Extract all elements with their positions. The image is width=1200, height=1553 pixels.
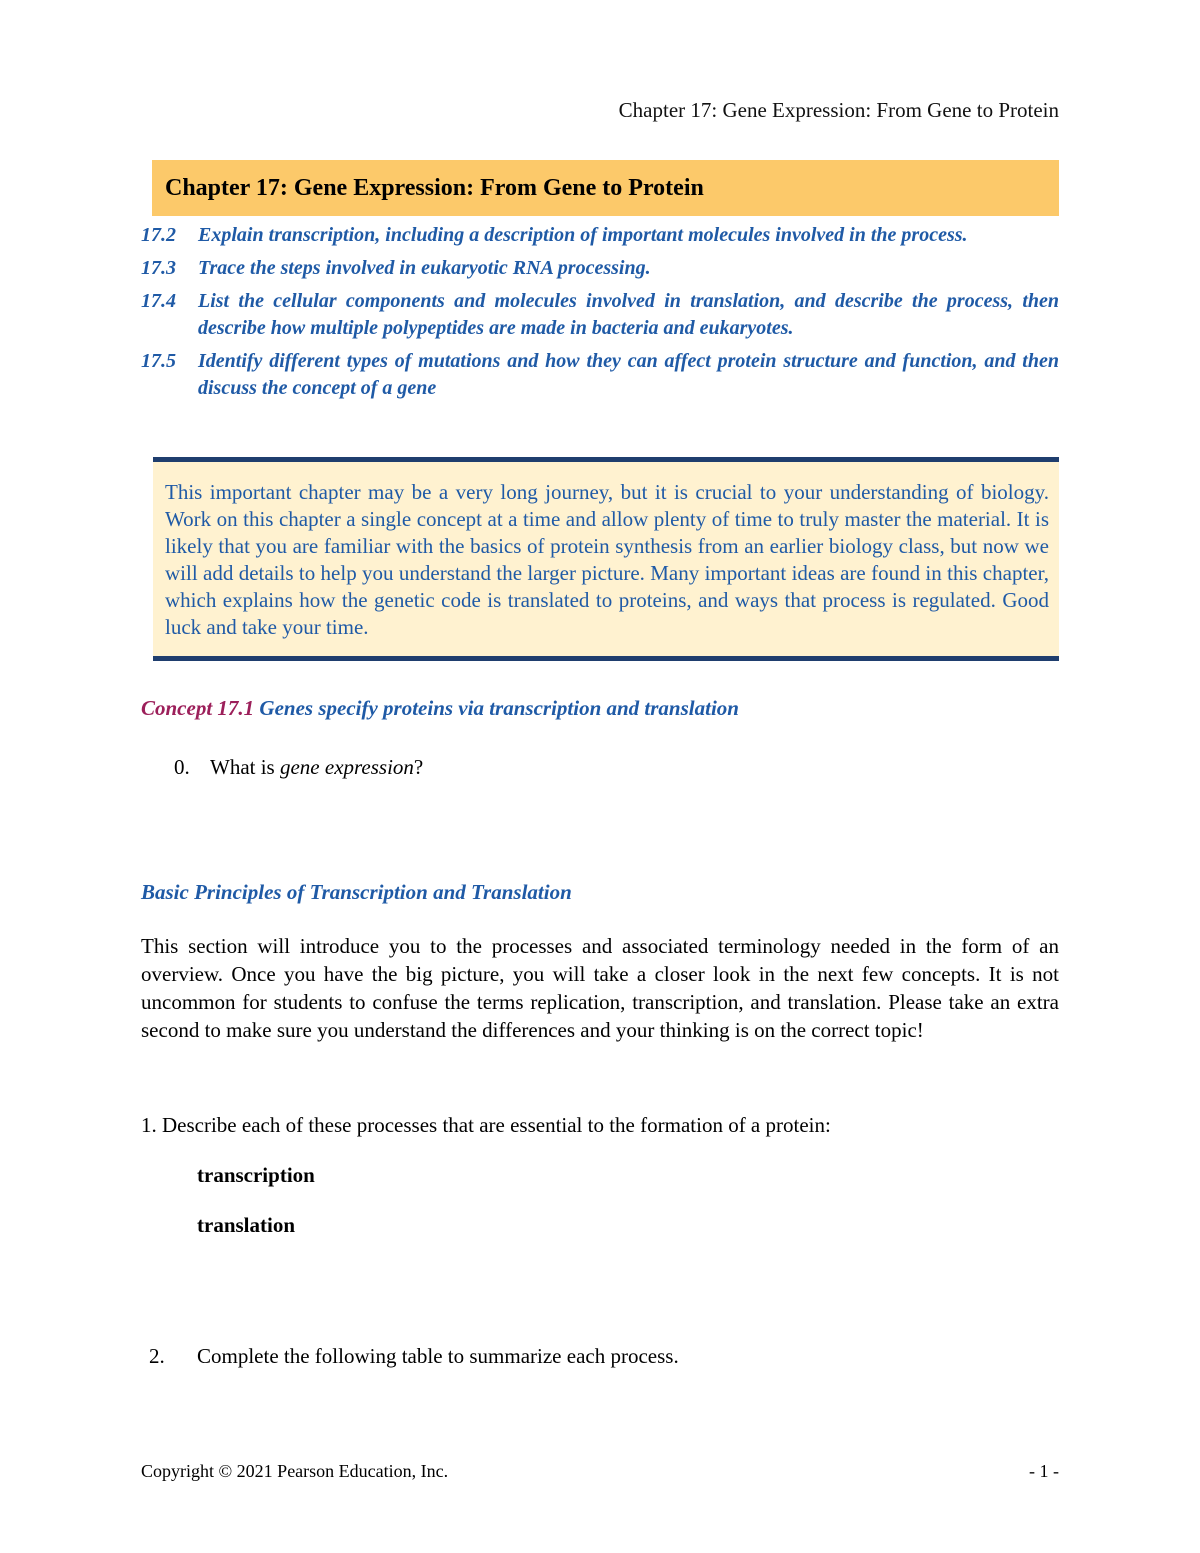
term-translation: translation [197, 1213, 296, 1237]
objective-item [141, 222, 1059, 249]
objective-item [141, 288, 1059, 342]
running-header: Chapter 17: Gene Expression: From Gene to Protein [618, 98, 1059, 122]
objective-item [141, 348, 1059, 402]
concept-heading [141, 696, 739, 721]
objective-text: List the cellular components and molecules involved in translation, and describe the process, then describe how multiple polypeptides are made in bacteria and eukaryotes. [198, 290, 1059, 339]
question-text: Complete the following table to summarize each process. [197, 1344, 679, 1368]
objective-text: Trace the steps involved in eukaryotic RNA processing. [198, 257, 651, 279]
objective-text: Explain transcription, including a description of important molecules involved in the process. [198, 224, 968, 246]
objective-item [141, 255, 1059, 282]
chapter-title-bar [152, 160, 1059, 216]
question-number: 2. [149, 1344, 165, 1368]
objective-number: 17.5 [141, 350, 176, 372]
footer-copyright: Copyright © 2021 Pearson Education, Inc. [141, 1461, 449, 1481]
intro-callout-box [153, 457, 1059, 661]
section-heading: Basic Principles of Transcription and Translation [141, 880, 572, 904]
concept-label: Concept 17.1 [141, 696, 255, 720]
question-text [210, 755, 423, 780]
objective-number: 17.3 [141, 257, 176, 279]
section-paragraph: This section will introduce you to the processes and associated terminology needed in the form of an overview. Once you have the big picture, you will take a closer look in the next few concepts. It is not uncommon for students to confuse the terms replication, transcription, and translation. Please take an extra second to make sure you understand the differences and your thinking is on the correct topic! [141, 934, 1059, 1042]
objective-number: 17.2 [141, 224, 176, 246]
concept-title: Genes specify proteins via transcription and translation [259, 696, 739, 720]
learning-objectives [141, 222, 1059, 408]
question-2 [149, 1344, 679, 1369]
question-suffix: ? [413, 755, 424, 779]
question-prefix: What is [210, 755, 280, 779]
chapter-title: Chapter 17: Gene Expression: From Gene to Protein [165, 174, 704, 201]
footer-page-number: - 1 - [1029, 1461, 1059, 1481]
intro-text: This important chapter may be a very long journey, but it is crucial to your understanding of biology. Work on this chapter a single concept at a time and allow plenty of time to truly master the material. It is likely that you are familiar with the basics of protein synthesis from an earlier biology class, but now we will add details to help you understand the larger picture. Many important ideas are found in this chapter, which explains how the genetic code is translated to proteins, and ways that process is regulated. Good luck and take your time. [165, 480, 1049, 639]
objective-text: Identify different types of mutations and how they can affect protein structure and function, and then discuss the concept of a gene [198, 350, 1059, 399]
question-number: 0. [174, 755, 190, 779]
question-term: gene expression [279, 755, 414, 779]
term-transcription: transcription [197, 1163, 315, 1187]
question-1: 1. Describe each of these processes that are essential to the formation of a protein: [141, 1113, 831, 1137]
objective-number: 17.4 [141, 290, 176, 312]
question-0 [174, 755, 423, 780]
